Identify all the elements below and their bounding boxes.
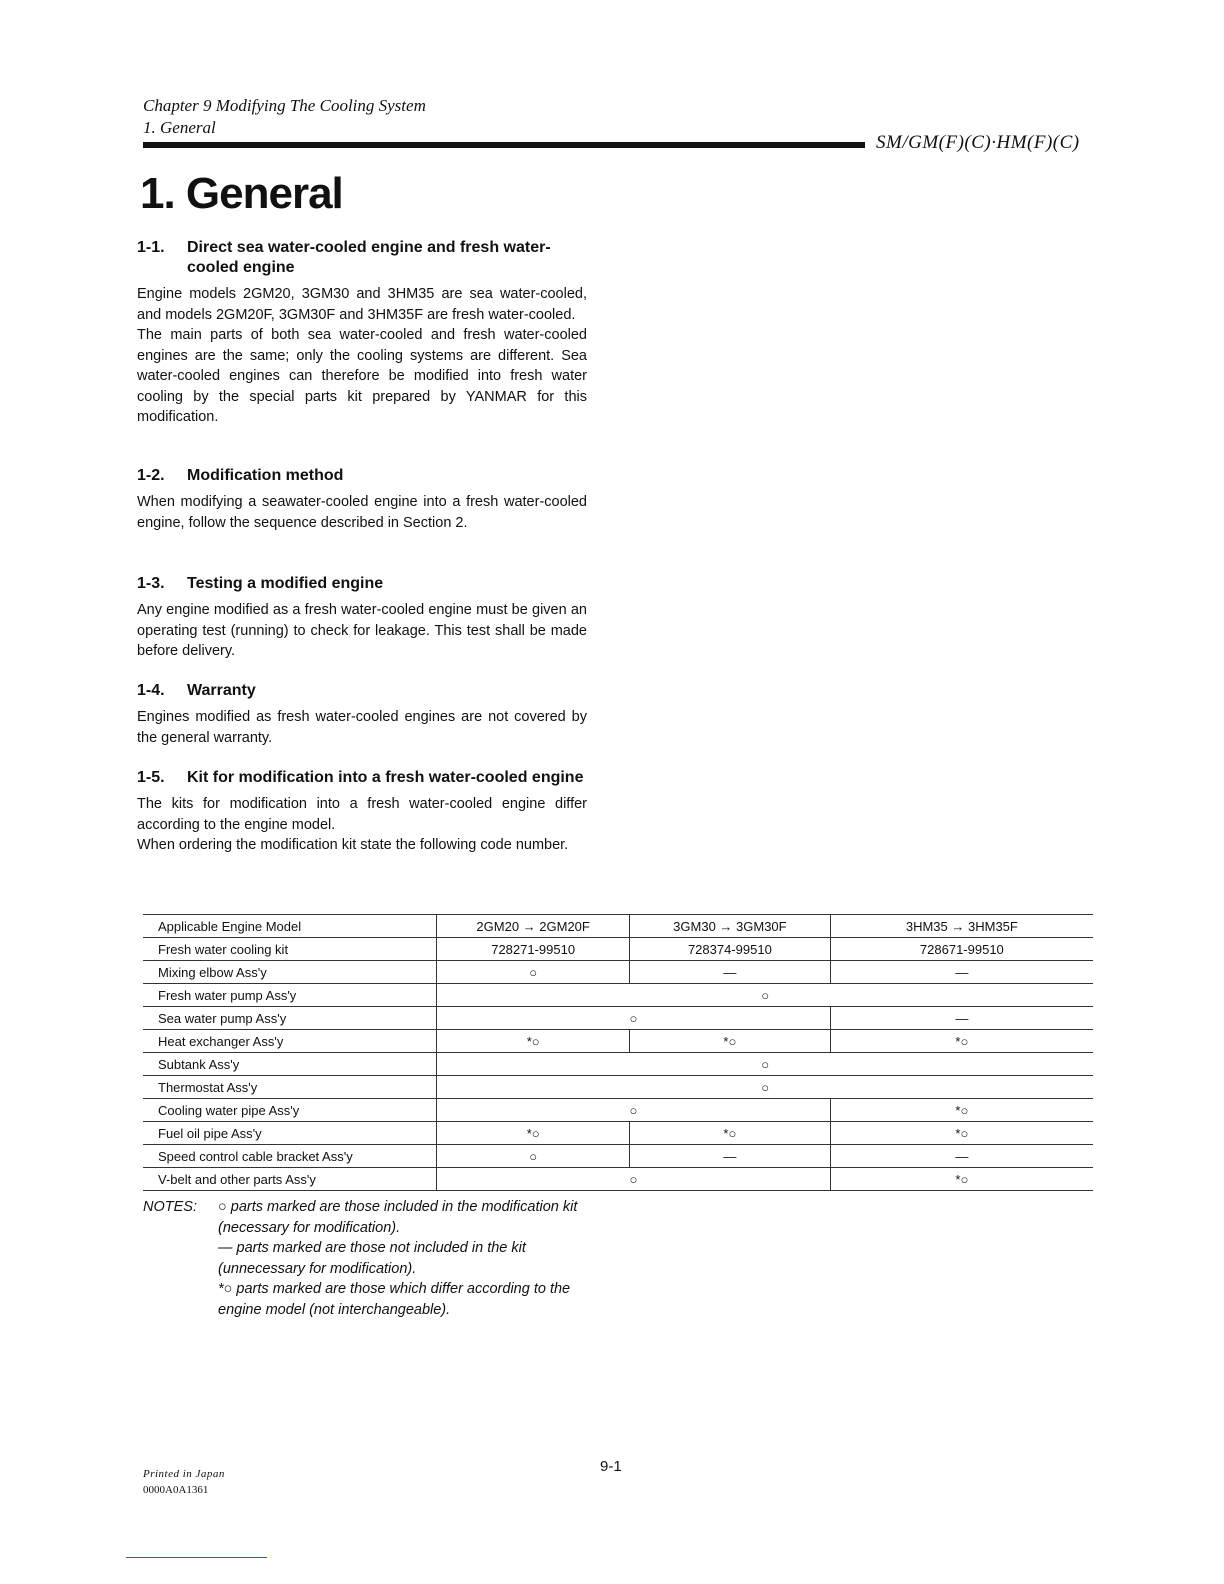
table-header-cell: 3GM30 → 3GM30F (630, 915, 831, 938)
footnote-divider (126, 1557, 267, 1558)
section-number: 1-5. (137, 769, 165, 786)
table-cell: 728671-99510 (830, 938, 1093, 961)
table-cell: *○ (630, 1122, 831, 1145)
page-number: 9-1 (600, 1458, 622, 1475)
section-number: 1-1. (137, 239, 165, 256)
table-cell: — (630, 961, 831, 984)
paragraph: Engine models 2GM20, 3GM30 and 3HM35 are sea water-cooled, and models 2GM20F, 3GM30F and 3HM35F are fresh water-cooled. (137, 286, 587, 323)
table-cell: Heat exchanger Ass'y (143, 1030, 437, 1053)
table-row (143, 961, 1093, 984)
note-line: ○ parts marked are those included in the modification kit (necessary for modification). (218, 1199, 578, 1236)
note-line: *○ parts marked are those which differ according to the engine model (not interchangeable). (218, 1281, 571, 1318)
table-cell: ○ (437, 984, 1093, 1007)
table-row (143, 1007, 1093, 1030)
section-1-4 (137, 681, 587, 748)
table-row (143, 1076, 1093, 1099)
table-cell: ○ (437, 1145, 630, 1168)
section-number: 1-2. (137, 467, 165, 484)
footer (143, 1466, 225, 1498)
header-rule (143, 142, 865, 148)
table-cell: Mixing elbow Ass'y (143, 961, 437, 984)
running-header (143, 95, 426, 139)
section-heading-text: Testing a modified engine (187, 575, 384, 592)
table-cell: — (830, 1007, 1093, 1030)
table-cell: ○ (437, 1007, 830, 1030)
section-1-3 (137, 574, 587, 662)
notes-label: NOTES: (143, 1199, 197, 1215)
table-cell: *○ (830, 1168, 1093, 1191)
table-cell: *○ (830, 1099, 1093, 1122)
table-row (143, 1122, 1093, 1145)
table-cell: — (830, 961, 1093, 984)
section-number: 1-3. (137, 575, 165, 592)
table-row (143, 984, 1093, 1007)
table-cell: V-belt and other parts Ass'y (143, 1168, 437, 1191)
table-cell: *○ (830, 1030, 1093, 1053)
table-cell: Fuel oil pipe Ass'y (143, 1122, 437, 1145)
table-cell: Fresh water pump Ass'y (143, 984, 437, 1007)
paragraph: The main parts of both sea water-cooled and fresh water-cooled engines are the same; only the cooling systems are different. Sea water-cooled engines can therefore be modified into fresh water cooling by the special parts kit prepared by YANMAR for this modification. (137, 327, 587, 425)
table-row (143, 938, 1093, 961)
table-cell: ○ (437, 961, 630, 984)
table-cell: Sea water pump Ass'y (143, 1007, 437, 1030)
section-1-1 (137, 238, 587, 428)
section-number: 1-4. (137, 682, 165, 699)
table-cell: 728374-99510 (630, 938, 831, 961)
table-cell: 728271-99510 (437, 938, 630, 961)
table-cell: Subtank Ass'y (143, 1053, 437, 1076)
section-heading-text: Modification method (187, 467, 344, 484)
section-1-2 (137, 466, 587, 533)
table-cell: Fresh water cooling kit (143, 938, 437, 961)
kit-table (143, 914, 1093, 1191)
section-heading-text: Kit for modification into a fresh water-cooled engine (187, 769, 584, 786)
section-heading (137, 466, 587, 486)
section-heading-text: Direct sea water-cooled engine and fresh water-cooled engine (187, 239, 551, 276)
table-cell: Speed control cable bracket Ass'y (143, 1145, 437, 1168)
table-cell: ○ (437, 1053, 1093, 1076)
table-cell: Cooling water pipe Ass'y (143, 1099, 437, 1122)
table-row (143, 1168, 1093, 1191)
table-header-cell: 3HM35 → 3HM35F (830, 915, 1093, 938)
table-row (143, 1099, 1093, 1122)
printed-in: Printed in Japan (143, 1468, 225, 1480)
section-title: 1. General (143, 118, 216, 137)
table-cell: *○ (437, 1030, 630, 1053)
table-cell: ○ (437, 1076, 1093, 1099)
table-cell: *○ (437, 1122, 630, 1145)
table-row (143, 1145, 1093, 1168)
section-heading-text: Warranty (187, 682, 256, 699)
note-line: — parts marked are those not included in the kit (unnecessary for modification). (218, 1240, 526, 1277)
section-heading (137, 768, 587, 788)
table-header-cell: 2GM20 → 2GM20F (437, 915, 630, 938)
table-cell: *○ (830, 1122, 1093, 1145)
paragraph: When ordering the modification kit state the following code number. (137, 837, 569, 853)
notes-body (218, 1197, 598, 1320)
table-cell: Thermostat Ass'y (143, 1076, 437, 1099)
table-cell: ○ (437, 1168, 830, 1191)
table-cell: — (630, 1145, 831, 1168)
table-cell: *○ (630, 1030, 831, 1053)
table-header-cell: Applicable Engine Model (143, 915, 437, 938)
model-code: SM/GM(F)(C)·HM(F)(C) (876, 132, 1080, 153)
table-header-row (143, 915, 1093, 938)
document-code: 0000A0A1361 (143, 1484, 209, 1496)
section-heading (137, 574, 587, 594)
section-1-5 (137, 768, 587, 856)
page-title: 1. General (140, 169, 343, 218)
table-cell: ○ (437, 1099, 830, 1122)
paragraph: Engines modified as fresh water-cooled engines are not covered by the general warranty. (137, 709, 587, 746)
table-cell: — (830, 1145, 1093, 1168)
table-row (143, 1053, 1093, 1076)
section-heading (137, 681, 587, 701)
paragraph: Any engine modified as a fresh water-cooled engine must be given an operating test (running) to check for leakage. This test shall be made before delivery. (137, 602, 587, 659)
paragraph: The kits for modification into a fresh water-cooled engine differ according to the engine model. (137, 796, 587, 833)
chapter-title: Chapter 9 Modifying The Cooling System (143, 96, 426, 115)
table-row (143, 1030, 1093, 1053)
paragraph: When modifying a seawater-cooled engine into a fresh water-cooled engine, follow the sequence described in Section 2. (137, 494, 587, 531)
section-heading (137, 238, 587, 278)
